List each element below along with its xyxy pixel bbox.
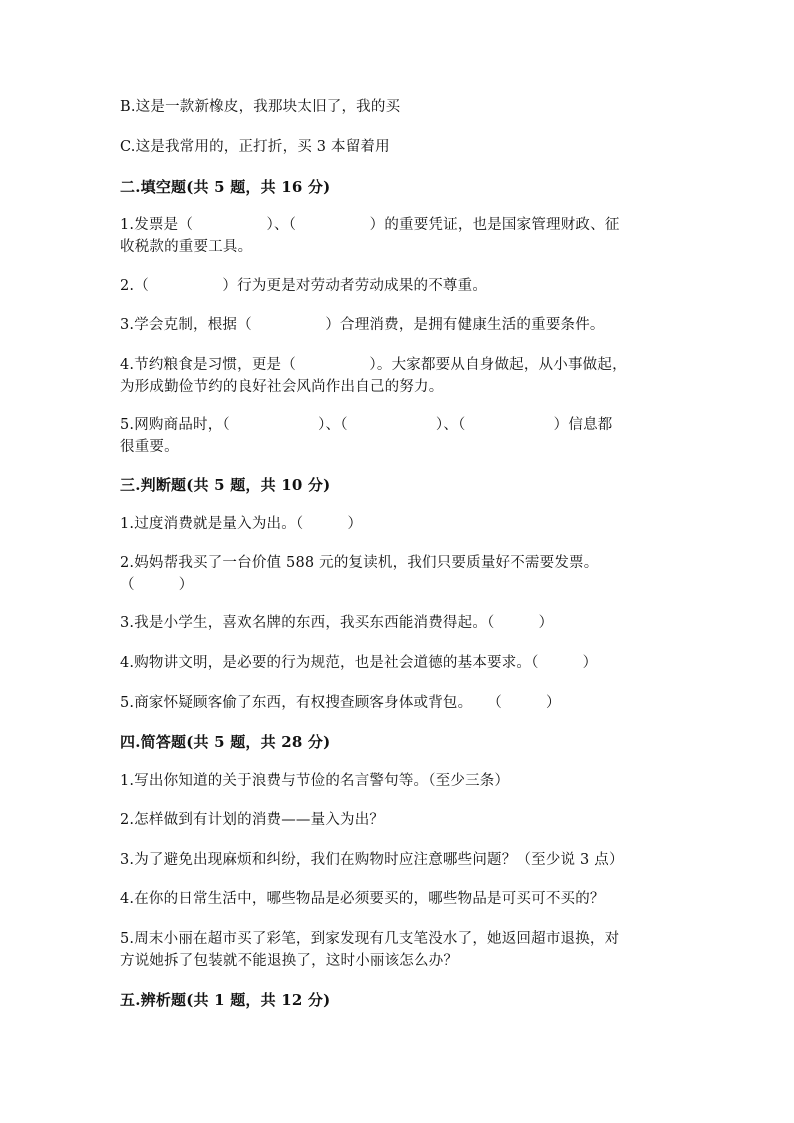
judge-question-1: 1.过度消费就是量入为出。（ ） [120, 516, 363, 532]
section-heading-analysis: 五.辨析题(共 1 题，共 12 分) [120, 991, 331, 1009]
short-question-1: 1.写出你知道的关于浪费与节俭的名言警句等。（至少三条） [120, 773, 510, 789]
judge-question-2-line-2: （ ） [120, 577, 194, 593]
fill-question-1-line-2: 收税款的重要工具。 [120, 239, 253, 255]
option-c: C.这是我常用的，正打折，买 3 本留着用 [120, 139, 390, 155]
short-question-5-line-2: 方说她拆了包装就不能退换了，这时小丽该怎么办？ [120, 953, 459, 969]
judge-question-2-line-1: 2.妈妈帮我买了一台价值 588 元的复读机，我们只要质量好不需要发票。 [120, 555, 599, 571]
fill-question-5-line-1: 5.网购商品时，（ ）、（ ）、（ ）信息都 [120, 417, 613, 433]
fill-question-4-line-2: 为形成勤俭节约的良好社会风尚作出自己的努力。 [120, 379, 444, 395]
section-heading-fill-blank: 二.填空题(共 5 题，共 16 分) [120, 178, 331, 196]
fill-question-1-line-1: 1.发票是（ ）、（ ）的重要凭证，也是国家管理财政、征 [120, 217, 620, 233]
short-question-2: 2.怎样做到有计划的消费——量入为出？ [120, 812, 385, 828]
fill-question-4-line-1: 4.节约粮食是习惯，更是（ ）。大家都要从自身做起，从小事做起， [120, 357, 627, 373]
section-heading-judgement: 三.判断题(共 5 题，共 10 分) [120, 476, 331, 494]
judge-question-5: 5.商家怀疑顾客偷了东西，有权搜查顾客身体或背包。 （ ） [120, 695, 561, 711]
short-question-3: 3.为了避免出现麻烦和纠纷，我们在购物时应注意哪些问题？（至少说 3 点） [120, 852, 624, 868]
fill-question-3: 3.学会克制，根据（ ）合理消费，是拥有健康生活的重要条件。 [120, 317, 605, 333]
option-b: B.这是一款新橡皮，我那块太旧了，我的买 [120, 99, 401, 115]
fill-question-5-line-2: 很重要。 [120, 439, 179, 455]
short-question-4: 4.在你的日常生活中，哪些物品是必须要买的，哪些物品是可买可不买的？ [120, 891, 605, 907]
judge-question-4: 4.购物讲文明，是必要的行为规范，也是社会道德的基本要求。（ ） [120, 655, 598, 671]
short-question-5-line-1: 5.周末小丽在超市买了彩笔，到家发现有几支笔没水了，她返回超市退换，对 [120, 931, 620, 947]
fill-question-2: 2.（ ）行为更是对劳动者劳动成果的不尊重。 [120, 278, 488, 294]
judge-question-3: 3.我是小学生，喜欢名牌的东西，我买东西能消费得起。（ ） [120, 615, 554, 631]
section-heading-short-answer: 四.简答题(共 5 题，共 28 分) [120, 733, 331, 751]
